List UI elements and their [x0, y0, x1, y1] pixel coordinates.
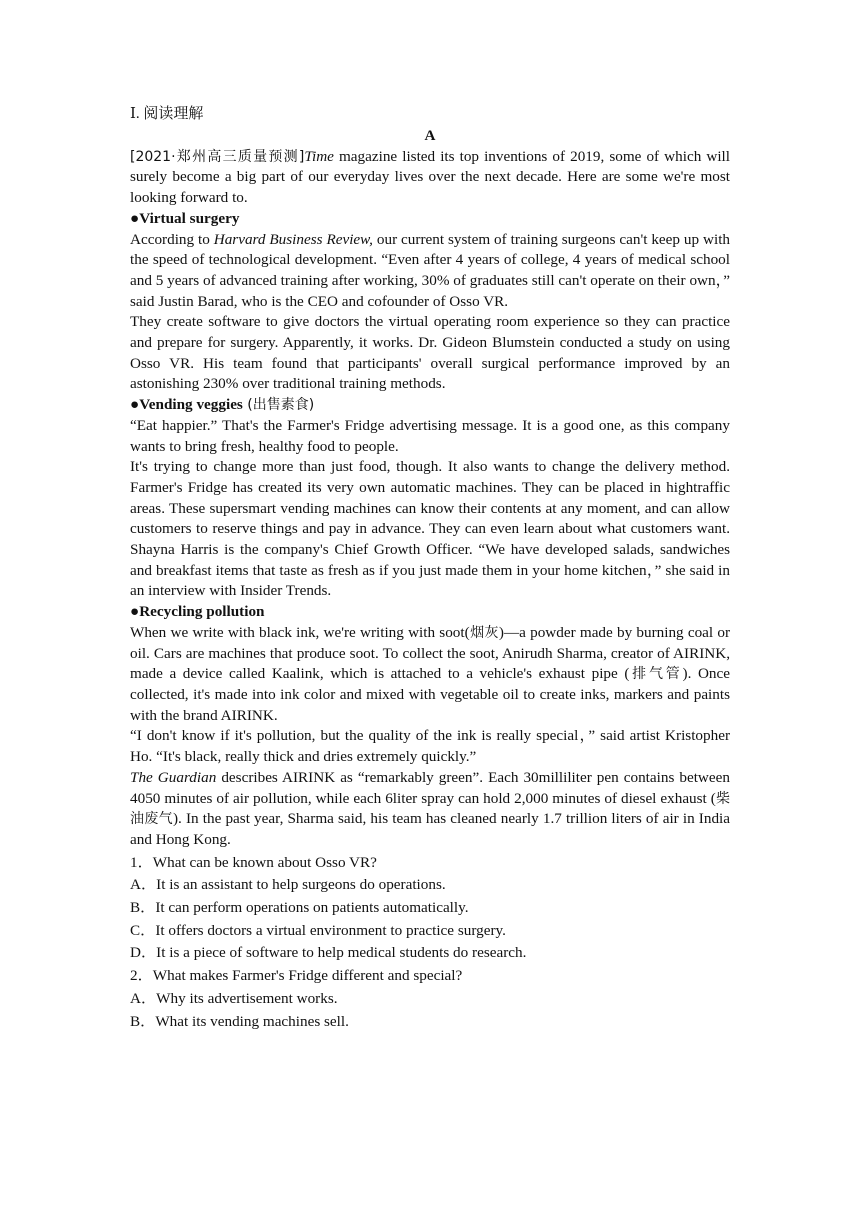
heading-translation: (出售素食) — [242, 397, 315, 414]
passage-letter: A — [424, 127, 436, 144]
text-run: ). Once collected, it's made into ink color and mixed with vegetable oil to create inks, markers and paints with the brand AIRINK. — [130, 665, 730, 724]
recycling-paragraph-3 — [130, 768, 730, 851]
question-2-option-a[interactable]: A．Why its advertisement works. — [130, 989, 338, 1007]
text-run: describes AIRINK as “remarkably green”. Each 30milliliter pen contains between 4050 minutes of air pollution, while each 6liter spray can hold 2,000 minutes of diesel exhaust ( — [130, 768, 730, 807]
heading-virtual-surgery — [130, 209, 730, 230]
question-2-stem: 2．What makes Farmer's Fridge different and special? — [130, 967, 463, 985]
recycling-paragraph-2: “I don't know if it's pollution, but the quality of the ink is really special，” said artist Kristopher Ho. “It's black, really thick and dries extremely quickly.” — [130, 727, 730, 766]
virtual-paragraph-2: They create software to give doctors the virtual operating room experience so they can practice and prepare for surgery. Apparently, it works. Dr. Gideon Blumstein conducted a study on using Osso VR. His team found that participants' overall surgical performance improved by an astonishing 230% over traditional training methods. — [130, 313, 730, 393]
source-name: The Guardian — [130, 768, 217, 786]
translation-note: 排气管 — [629, 666, 683, 683]
intro-paragraph — [130, 147, 730, 209]
heading-vending-veggies — [130, 395, 730, 416]
translation-note: 烟灰 — [469, 624, 499, 641]
question-2-option-b[interactable]: B．What its vending machines sell. — [130, 1012, 349, 1030]
question-1-option-a[interactable]: A．It is an assistant to help surgeons do operations. — [130, 876, 446, 894]
bullet-icon: ● — [130, 209, 140, 227]
heading-label: Recycling pollution — [139, 603, 265, 621]
recycling-paragraph-1 — [130, 623, 730, 727]
intro-text: magazine listed its top inventions of 2019, some of which will surely become a big part of our everyday lives over the next decade. Here are some we're most looking forward to. — [130, 147, 730, 207]
magazine-name: Time — [304, 147, 334, 165]
text-run: According to — [130, 230, 214, 248]
translation-note: 柴油废气 — [130, 790, 731, 828]
bullet-icon: ● — [130, 396, 140, 414]
text-run: )—a powder made by burning coal or oil. Cars are machines that produce soot. To collect the soot, Anirudh Sharma, creator of AIRINK, made a device called Kaalink, which is attached to a vehicle's exhaust pipe ( — [130, 623, 730, 683]
question-1-option-c[interactable]: C．It offers doctors a virtual environment to practice surgery. — [130, 921, 506, 939]
question-1-option-d[interactable]: D．It is a piece of software to help medical students do research. — [130, 944, 527, 962]
heading-label: Vending veggies — [139, 396, 243, 414]
heading-label: Virtual surgery — [139, 209, 240, 227]
text-run: ). In the past year, Sharma said, his team has cleaned nearly 1.7 trillion liters of air in India and Hong Kong. — [130, 810, 731, 848]
question-1-option-b[interactable]: B．It can perform operations on patients automatically. — [130, 899, 469, 917]
exam-source: [2021·郑州高三质量预测] — [130, 148, 305, 165]
vending-paragraph-2: It's trying to change more than just food, though. It also wants to change the delivery method. Farmer's Fridge has created its very own automatic machines. They can be placed in hightraffic areas. These supersmart vending machines can know their contents at any moment, and can allow customers to reserve things and pay in advance. They can even learn about what customers want. Shayna Harris is the company's Chief Growth Officer. “We have developed salads, sandwiches and breakfast items that taste as fresh as if you just made them in your home kitchen，” she said in an interview with Insider Trends. — [130, 458, 730, 600]
source-name: Harvard Business Review, — [213, 230, 373, 248]
section-title: Ⅰ. 阅读理解 — [130, 106, 204, 122]
vending-paragraph-1: “Eat happier.” That's the Farmer's Fridge advertising message. It is a good one, as this company wants to bring fresh, healthy food to people. — [130, 416, 730, 455]
heading-recycling-pollution — [130, 602, 730, 623]
text-run: When we write with black ink, we're writing with soot( — [130, 623, 470, 641]
virtual-paragraph-1 — [130, 230, 730, 313]
worksheet-page — [130, 104, 730, 1032]
question-1-stem: 1．What can be known about Osso VR? — [130, 853, 377, 871]
bullet-icon: ● — [130, 603, 140, 621]
text-run: our current system of training surgeons can't keep up with the speed of technological development. “Even after 4 years of college, 4 years of medical school and 5 years of advanced training after working, 30% of graduates still can't operate on their own，” said Justin Barad, who is the CEO and cofounder of Osso VR. — [130, 230, 731, 310]
